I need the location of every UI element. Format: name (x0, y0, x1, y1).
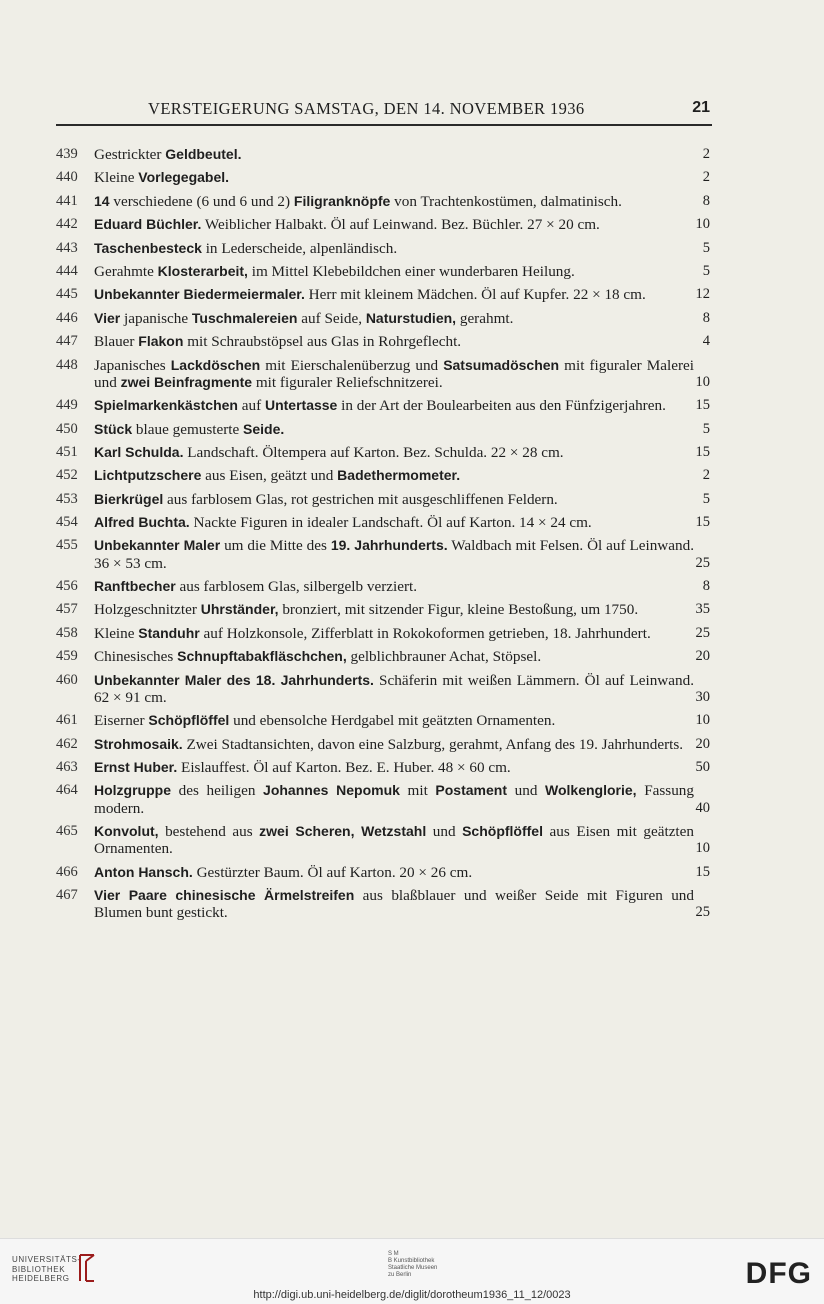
lot-number: 457 (56, 601, 78, 618)
lot-entry (56, 240, 712, 257)
lot-text: aus farblosem Glas, rot gestrichen mit ausgeschliffenen Feldern. (163, 490, 558, 508)
owner-line: zu Berlin (388, 1272, 412, 1278)
lot-text: Kleine (94, 169, 139, 187)
lot-keyword: Schöpflöffel (148, 712, 230, 729)
lot-entry (56, 578, 712, 595)
lot-text: Eiserner (94, 712, 149, 730)
lot-text: auf Holzkonsole, Zifferblatt in Rokokoformen getrieben, 18. Jahrhundert. (199, 624, 651, 642)
lot-keyword: Anton Hansch. (94, 863, 193, 880)
lot-text: um die Mitte des (220, 537, 331, 555)
lot-entry (56, 146, 712, 163)
lot-number: 456 (56, 578, 78, 595)
lot-keyword: Stück (94, 420, 133, 437)
lot-entry (56, 216, 712, 233)
lot-number: 453 (56, 490, 78, 507)
lot-text: aus farblosem Glas, silbergelb verziert. (175, 578, 418, 596)
lot-list (56, 146, 712, 928)
lot-description (94, 263, 694, 280)
library-line: UNIVERSITÄTS- (12, 1255, 81, 1264)
lot-price: 35 (695, 601, 710, 618)
lot-price: 10 (695, 712, 710, 729)
lot-number: 442 (56, 216, 78, 233)
lot-description (94, 193, 694, 210)
lot-entry (56, 625, 712, 642)
lot-number: 455 (56, 537, 78, 554)
lot-text: Landschaft. Öltempera auf Karton. Bez. Schulda. 22 × 28 cm. (183, 443, 564, 461)
lot-text: in der Art der Boulearbeiten aus den Fünfzigerjahren. (337, 397, 666, 415)
lot-number: 462 (56, 735, 78, 752)
lot-text: bronziert, mit sitzender Figur, kleine Bestoßung, um 1750. (278, 601, 639, 619)
lot-keyword: Unbekannter Maler (94, 537, 221, 554)
lot-keyword: Badethermometer. (337, 467, 461, 484)
lot-keyword: Standuhr (138, 624, 200, 641)
lot-keyword: Eduard Büchler. (94, 216, 202, 233)
library-line: HEIDELBERG (12, 1274, 70, 1283)
lot-text: verschiedene (6 und 6 und 2) (109, 192, 294, 210)
lot-keyword: zwei Beinfragmente (120, 373, 253, 390)
lot-number: 464 (56, 782, 78, 799)
lot-price: 8 (702, 192, 710, 209)
lot-price: 5 (702, 262, 710, 279)
lot-description (94, 782, 694, 816)
lot-number: 465 (56, 822, 78, 839)
lot-keyword: Ernst Huber. (94, 758, 178, 775)
lot-description (94, 537, 694, 571)
lot-keyword: Vier (94, 309, 121, 326)
lot-entry (56, 444, 712, 461)
lot-text: Zwei Stadtansichten, davon eine Salzburg, gerahmt, Anfang des 19. Jahrhunderts. (182, 735, 684, 753)
page-header-title: VERSTEIGERUNG SAMSTAG, DEN 14. NOVEMBER 1936 (148, 99, 585, 118)
lot-keyword: Strohmosaik. (94, 735, 183, 752)
lot-number: 440 (56, 169, 78, 186)
lot-price: 4 (702, 333, 710, 350)
lot-keyword: Schnupftabakfläschchen, (177, 648, 347, 665)
lot-text: Schäferin mit weißen Lämmern. Öl auf Leinwand. 62 × 91 cm. (94, 671, 695, 706)
lot-keyword: Bierkrügel (94, 490, 164, 507)
permalink-url[interactable]: http://digi.ub.uni-heidelberg.de/diglit/dorotheum1936_11_12/0023 (253, 1289, 571, 1301)
lot-description (94, 444, 694, 461)
lot-entry (56, 491, 712, 508)
lot-keyword: Untertasse (264, 397, 338, 414)
lot-entry (56, 648, 712, 665)
lot-text: gelblichbrauner Achat, Stöpsel. (346, 648, 542, 666)
lot-entry (56, 712, 712, 729)
lot-keyword: Geldbeutel. (165, 146, 242, 162)
lot-keyword: Unbekannter Biedermeiermaler. (94, 286, 305, 303)
lot-keyword: Wolkenglorie, (545, 782, 637, 799)
lot-description (94, 216, 694, 233)
lot-description (94, 333, 694, 350)
lot-text: blaue gemusterte (132, 420, 244, 438)
lot-text: Blauer (94, 333, 139, 351)
lot-text: Chinesisches (94, 648, 178, 666)
lot-text: und (426, 822, 463, 840)
lot-keyword: 19. Jahrhunderts. (330, 537, 448, 554)
lot-price: 10 (695, 216, 710, 233)
lot-keyword: Flakon (138, 333, 184, 350)
lot-entry (56, 467, 712, 484)
lot-keyword: Spielmarkenkästchen (94, 397, 238, 414)
lot-number: 441 (56, 192, 78, 209)
lot-keyword: Lackdöschen (170, 356, 261, 373)
lot-number: 463 (56, 758, 78, 775)
lot-entry (56, 782, 712, 816)
lot-keyword: Konvolut, (94, 822, 159, 839)
lot-entry (56, 193, 712, 210)
lot-price: 15 (695, 514, 710, 531)
header-rule (56, 124, 712, 126)
lot-entry (56, 169, 712, 186)
lot-description (94, 887, 694, 921)
lot-price: 10 (695, 840, 710, 857)
lot-number: 459 (56, 648, 78, 665)
library-line: BIBLIOTHEK (12, 1264, 66, 1274)
lot-price: 2 (702, 169, 710, 186)
lot-text: Kleine (94, 624, 139, 642)
university-library-logo[interactable] (12, 1255, 81, 1284)
lot-text: Fassung modern. (94, 782, 694, 817)
owner-stamp (388, 1251, 437, 1279)
lot-description (94, 864, 694, 881)
lot-description (94, 514, 694, 531)
lot-price: 25 (695, 904, 710, 921)
lot-price: 2 (702, 146, 710, 162)
lot-description (94, 397, 694, 414)
lot-keyword: Seide. (243, 420, 285, 437)
lot-price: 15 (695, 397, 710, 414)
lot-text: Japanisches (94, 356, 171, 374)
lot-text: des heiligen (171, 782, 264, 800)
lot-description (94, 712, 694, 729)
lot-number: 451 (56, 443, 78, 460)
lot-description (94, 648, 694, 665)
lot-text: mit figuraler Reliefschnitzerei. (252, 373, 443, 391)
lot-text: von Trachtenkostümen, dalmatinisch. (390, 192, 622, 210)
lot-text: im Mittel Klebebildchen einer wunderbaren Heilung. (247, 262, 575, 280)
lot-keyword: zwei Scheren, Wetzstahl (259, 822, 427, 839)
lot-keyword: Holzgruppe (94, 782, 171, 799)
lot-price: 25 (695, 624, 710, 641)
lot-text: Holzgeschnitzter (94, 601, 201, 619)
lot-text: bestehend aus (158, 822, 260, 840)
lot-number: 467 (56, 886, 78, 903)
lot-number: 439 (56, 146, 78, 162)
page-number: 21 (692, 99, 710, 116)
lot-keyword: Postament (435, 782, 507, 799)
lot-entry (56, 333, 712, 350)
lot-keyword: Uhrständer, (200, 601, 279, 618)
lot-description (94, 736, 694, 753)
lot-text: japanische (120, 309, 192, 327)
lot-price: 30 (695, 688, 710, 705)
lot-number: 445 (56, 286, 78, 303)
lot-number: 458 (56, 624, 78, 641)
lot-keyword: Vier Paare chinesische Ärmelstreifen (94, 886, 355, 903)
lot-text: und ebensolche Herdgabel mit geätzten Ornamenten. (229, 712, 556, 730)
lot-entry (56, 864, 712, 881)
page-header (56, 99, 714, 123)
lot-price: 20 (695, 735, 710, 752)
lot-number: 466 (56, 863, 78, 880)
lot-entry (56, 672, 712, 706)
lot-number: 461 (56, 712, 78, 729)
lot-description (94, 286, 694, 303)
lot-text: und (507, 782, 546, 800)
lot-description (94, 578, 694, 595)
lot-price: 10 (695, 373, 710, 390)
lot-text: Weiblicher Halbakt. Öl auf Leinwand. Bez. Büchler. 27 × 20 cm. (201, 216, 600, 234)
owner-line: Staatliche Museen (388, 1265, 438, 1271)
lot-text: aus Eisen mit geätzten Ornamenten. (94, 822, 694, 858)
lot-text: Waldbach mit Felsen. Öl auf Leinwand. 36 × 53 cm. (94, 537, 694, 572)
lot-number: 448 (56, 356, 78, 373)
lot-description (94, 146, 694, 163)
lot-text: Gerahmte (94, 262, 158, 280)
lot-description (94, 601, 694, 618)
lot-keyword: Taschenbesteck (94, 239, 202, 256)
lot-text: Eislauffest. Öl auf Karton. Bez. E. Huber. 48 × 60 cm. (177, 758, 511, 776)
lot-price: 15 (695, 863, 710, 880)
lot-keyword: Tuschmalereien (191, 309, 298, 326)
lot-price: 5 (702, 490, 710, 507)
lot-description (94, 491, 694, 508)
lot-keyword: Unbekannter Maler des 18. Jahrhunderts. (94, 671, 374, 688)
lot-description (94, 357, 694, 391)
lot-text: Herr mit kleinem Mädchen. Öl auf Kupfer. 22 × 18 cm. (304, 286, 646, 304)
lot-entry (56, 537, 712, 571)
lot-entry (56, 759, 712, 776)
lot-entry (56, 310, 712, 327)
lot-text: mit Eierschalenüberzug und (260, 356, 444, 374)
lot-entry (56, 514, 712, 531)
dfg-logo[interactable]: DFG (745, 1257, 812, 1290)
lot-text: mit figuraler Malerei und (94, 356, 694, 391)
lot-entry (56, 357, 712, 391)
lot-price: 8 (702, 578, 710, 595)
lot-price: 40 (695, 799, 710, 816)
lot-entry (56, 397, 712, 414)
lot-number: 452 (56, 467, 78, 484)
lot-number: 444 (56, 262, 78, 279)
lot-number: 460 (56, 671, 78, 688)
lot-keyword: 14 (94, 192, 110, 209)
lot-entry (56, 601, 712, 618)
lot-text: auf Seide, (297, 309, 366, 327)
lot-keyword: Schöpflöffel (462, 822, 543, 839)
lot-text: Nackte Figuren in idealer Landschaft. Öl auf Karton. 14 × 24 cm. (189, 514, 592, 532)
lot-number: 450 (56, 420, 78, 437)
lot-description (94, 421, 694, 438)
owner-line: S M (388, 1251, 399, 1257)
lot-description (94, 467, 694, 484)
footer-bar (0, 1238, 824, 1304)
lot-entry (56, 263, 712, 280)
lot-keyword: Naturstudien, (365, 309, 457, 326)
lot-keyword: Karl Schulda. (94, 443, 184, 460)
lot-entry (56, 421, 712, 438)
lot-description (94, 625, 694, 642)
lot-entry (56, 286, 712, 303)
lot-keyword: Alfred Buchta. (94, 514, 190, 531)
lot-price: 2 (702, 467, 710, 484)
lot-price: 15 (695, 443, 710, 460)
lot-description (94, 759, 694, 776)
lot-keyword: Ranftbecher (94, 578, 176, 595)
lot-price: 8 (702, 309, 710, 326)
lot-text: aus blaßblauer und weißer Seide mit Figuren und Blumen bunt gestickt. (94, 886, 694, 922)
lot-text: auf (237, 397, 265, 415)
library-emblem-icon (76, 1253, 98, 1283)
lot-entry (56, 736, 712, 753)
lot-price: 5 (702, 420, 710, 437)
lot-text: in Lederscheide, alpenländisch. (201, 239, 398, 257)
lot-price: 12 (695, 286, 710, 303)
lot-description (94, 672, 694, 706)
lot-text: gerahmt. (456, 309, 514, 327)
lot-description (94, 169, 694, 186)
lot-number: 447 (56, 333, 78, 350)
lot-keyword: Johannes Nepomuk (263, 782, 400, 799)
lot-number: 454 (56, 514, 78, 531)
lot-keyword: Lichtputzschere (94, 467, 202, 484)
lot-price: 25 (695, 554, 710, 571)
lot-text: Gestürzter Baum. Öl auf Karton. 20 × 26 cm. (192, 863, 473, 881)
lot-description (94, 240, 694, 257)
lot-price: 50 (695, 758, 710, 775)
lot-entry (56, 823, 712, 857)
lot-description (94, 310, 694, 327)
lot-keyword: Vorlegegabel. (138, 169, 230, 186)
lot-text: aus Eisen, geätzt und (201, 467, 338, 485)
lot-number: 443 (56, 239, 78, 256)
lot-keyword: Filigranknöpfe (293, 192, 391, 209)
lot-keyword: Klosterarbeit, (157, 262, 248, 279)
lot-price: 20 (695, 648, 710, 665)
lot-number: 446 (56, 309, 78, 326)
lot-price: 5 (702, 239, 710, 256)
lot-text: Gestrickter (94, 146, 166, 163)
lot-description (94, 823, 694, 857)
owner-line: B Kunstbibliothek (388, 1258, 435, 1264)
lot-entry (56, 887, 712, 921)
lot-text: mit Schraubstöpsel aus Glas in Rohrgeflecht. (183, 333, 462, 351)
lot-keyword: Satsumadöschen (443, 356, 560, 373)
lot-text: mit (399, 782, 436, 800)
lot-number: 449 (56, 397, 78, 414)
